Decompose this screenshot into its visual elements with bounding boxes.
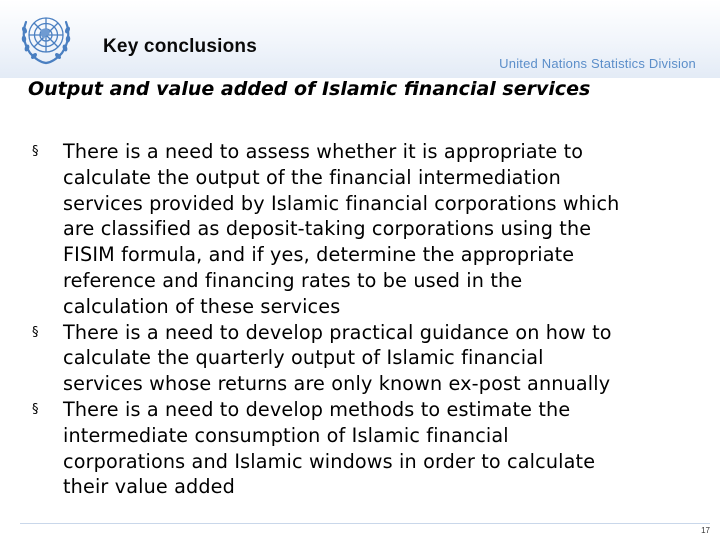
slide-subtitle: Output and value added of Islamic financial services [28,78,591,100]
bullet-marker-icon: § [32,144,39,159]
organization-name: United Nations Statistics Division [499,56,696,71]
bullet-text-line: their value added [63,475,235,499]
slide-title: Key conclusions [103,36,257,57]
bullet-text-line: calculate the output of the financial intermediation [63,165,561,189]
bullet-marker-icon: § [32,324,39,340]
bullet-item [32,139,702,320]
bullet-text-line: There is a need to assess whether it is appropriate to [63,140,584,163]
un-emblem-icon [16,8,76,68]
bullet-marker-icon: § [32,401,39,417]
footer-divider [20,523,710,524]
bullet-text-line: are classified as deposit-taking corporations using the [63,217,592,241]
bullet-text-line: calculation of these services [63,294,341,318]
bullet-item [32,320,702,397]
bullet-text-line: calculate the quarterly output of Islamic financial [63,346,544,370]
bullet-text-line: There is a need to develop practical guidance on how to [63,320,612,344]
bullet-list [32,139,702,500]
bullet-text-line: FISIM formula, and if yes, determine the appropriate [63,243,575,267]
bullet-text-line: There is a need to develop methods to estimate the [63,397,571,421]
bullet-text-line: corporations and Islamic windows in order to calculate [63,449,596,473]
page-number: 17 [701,526,710,535]
bullet-text-line: services provided by Islamic financial corporations which [63,191,620,215]
bullet-item [32,397,702,500]
bullet-text-line: services whose returns are only known ex-post annually [63,372,611,396]
bullet-text-line: reference and financing rates to be used in the [63,268,523,292]
bullet-text-line: intermediate consumption of Islamic financial [63,423,509,447]
